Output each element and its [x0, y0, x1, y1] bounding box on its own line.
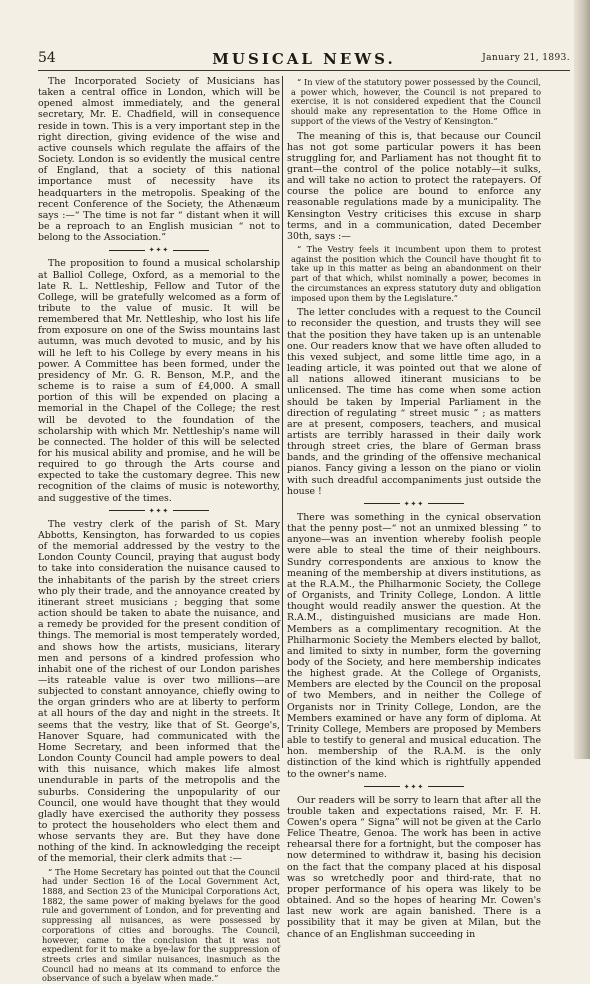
page-header — [38, 50, 570, 70]
section-separator: ✦✦✦ — [287, 783, 541, 791]
page-edge — [574, 0, 590, 759]
masthead-title: MUSICAL NEWS. — [212, 50, 396, 68]
quote-statutory-power: “ In view of the statutory power possessed by the Council, a power which, however, the Council is not prepared to exercise, it is not considered expedient that the Council should make any representation to the Home Office in support of the views of the Vestry of Kensington.” — [291, 77, 541, 126]
article-letter-concludes: The letter concludes with a request to the Council to reconsider the question, and trusts they will see that the position they have taken up is an untenable one. Our readers know that we have often alluded to this vexed subject, and some little time ago, in a leading article, it was pointed out that we alone of all nations allowed itinerant musicians to be unlicensed. The time has come when some action should be taken by Imperial Parliament in the direction of regulating “ street music ” ; as matters are at present, composers, teachers, and musical artists are terribly harassed in their daily work through street cries, the blare of German brass bands, and the grinding of the offensive mechanical pianos. Fancy giving a lesson on the piano or violin with such dreadful accompaniments just outside the house ! — [287, 307, 541, 497]
article-kensington-vestry: The vestry clerk of the parish of St. Mary Abbotts, Kensington, has forwarded to us copies of the memorial addressed by the vestry to the London County Council, praying that august body to take into consideration the nuisance caused to the inhabitants of the parish by the street criers who ply their trade, and the annoyance created by itinerant street musicians ; begging that some action should be taken to abate the nuisance, and a remedy be provided for the present condition of things. The memorial is most temperately worded, and shows how the artists, musicians, literary men and persons of a kindred profession who inhabit one of the richest of our London parishes—its rateable value is over two millions—are subjected to constant annoyance, chiefly owing to the organ grinders who are at liberty to perform at all hours of the day and night in the streets. It seems that the vestry, like that of St. George's, Hanover Square, had communicated with the Home Secretary, and been informed that the London County Council had ample powers to deal with this nuisance, which makes life almost unendurable in parts of the metropolis and the suburbs. Considering the unpopularity of our Council, one would have thought that they would gladly have exercised the authority they possess to protect the householders who elect them and whose servants they are. But they have done nothing of the kind. In acknowledging the receipt of the memorial, their clerk admits that :— — [38, 518, 280, 865]
article-council-meaning: The meaning of this is, that because our Council has not got some particular powers it has been struggling for, and Parliament has not thought fit to grant—the control of the police notably—it sulks, and will take no action to protect the ratepayers. Of course the police are bound to enforce any reasonable regulations made by a municipality. The Kensington Vestry criticises this excuse in sharp terms, and in a communication, dated December 30th, says :— — [287, 130, 541, 242]
quote-home-secretary: “ The Home Secretary has pointed out that the Council had under Section 16 of the Local Government Act, 1888, and Section 23 of the Municipal Corporations Act, 1882, the same power of making byelaws for the good rule and government of London, and for preventing and suppressing all nuisances, as were possessed by corporations of cities and boroughs. The Council, however, came to the conclusion that it was not expedient for it to make a bye-law for the suppression of streets cries and similar nuisances, inasmuch as the Council had no means at its command to enforce the observance of such a byelaw when made.” — [42, 866, 280, 984]
article-cowen-signa: Our readers will be sorry to learn that after all the trouble taken and expectations raised, Mr. F. H. Cowen's opera “ Signa” will not be given at the Carlo Felice Theatre, Genoa. The work has been in active rehearsal there for a fortnight, but the composer has now determined to withdraw it, basing his decision on the fact that the company placed at his disposal was so wretchedly poor and third-rate, that no proper performance of his opera was likely to be obtained. And so the hopes of hearing Mr. Cowen's last new work are again banished. There is a possibility that it may be given at Milan, but the chance of an Englishman succeeding in — [287, 794, 542, 940]
right-column — [287, 76, 542, 940]
left-column — [38, 76, 280, 984]
issue-date: January 21, 1893. — [482, 53, 570, 63]
section-separator: ✦✦✦ — [287, 500, 541, 508]
header-rule — [38, 70, 570, 71]
article-ism-office: The Incorporated Society of Musicians has taken a central office in London, which will be opened almost immediately, and the general secretary, Mr. E. Chadfield, will in consequence reside in town. This is a very important step in the right direction, giving evidence of the wise and active counsels which regulate the affairs of the Society. London is so evidently the musical centre of England, that a society of this national importance must of necessity have its headquarters in the metropolis. Speaking of the recent Conference of the Society, the Athenæum says :—“ The time is not far “ distant when it will be a reproach to an English musician “ not to belong to the Association.” — [38, 76, 280, 244]
page-number: 54 — [38, 50, 56, 66]
article-balliol-scholarship: The proposition to found a musical scholarship at Balliol College, Oxford, as a memorial to the late R. L. Nettleship, Fellow and Tutor of the College, will be gratefully welcomed as a form of tribute to the value of music. It will be remembered that Mr. Nettleship, who lost his life from exposure on one of the Swiss mountains last autumn, was much devoted to music, and by his will he left to his College by every means in his power. A Committee has been formed, under the presidency of Mr. G. R. Benson, M.P., and the scheme is to raise a sum of £4,000. A small portion of this will be expended on placing a memorial in the Chapel of the College; the rest will be devoted to the foundation of the scholarship with which Mr. Nettleship's name will be connected. The holder of this will be selected for his musical ability and promise, and he will be required to go through the Arts course and expected to take the customary degree. This new recognition of the claims of music is noteworthy, and suggestive of the times. — [38, 258, 280, 504]
section-separator: ✦✦✦ — [38, 246, 280, 254]
section-separator: ✦✦✦ — [38, 507, 280, 515]
article-membership: There was something in the cynical observation that the penny post—“ not an unmixed blessing ” to anyone—was an invention whereby foolish people were able to steal the time of their neighbours. Sundry correspondents are anxious to know the meaning of the membership at divers institutions, as at the R.A.M., the Philharmonic Society, the College of Organists, and Trinity College, London. A little thought would readily answer the question. At the R.A.M., distinguished musicians are made Hon. Members as a complimentary recognition. At the Philharmonic Society the Members elected by ballot, and limited to sixty in number, form the governing body of the Society, and here membership indicates the highest grade. At the College of Organists, Members are elected by the Council on the proposal of two Members, and in neither the College of Organists nor in Trinity College, London, are the Members examined or have any form of diploma. At Trinity College, Members are proposed by Members able to testify to general and musical education. The hon. membership of the R.A.M. is the only distinction of the kind which is rightfully appended to the owner's name. — [287, 511, 541, 780]
column-rule — [282, 76, 283, 748]
quote-vestry-protest: “ The Vestry feels it incumbent upon them to protest against the position which the Council have thought fit to take up in this matter as being an abandonment on their part of that which, whilst nominally a power, becomes in the circumstances an express statutory duty and obligation imposed upon them by the Legislature.” — [291, 244, 541, 303]
